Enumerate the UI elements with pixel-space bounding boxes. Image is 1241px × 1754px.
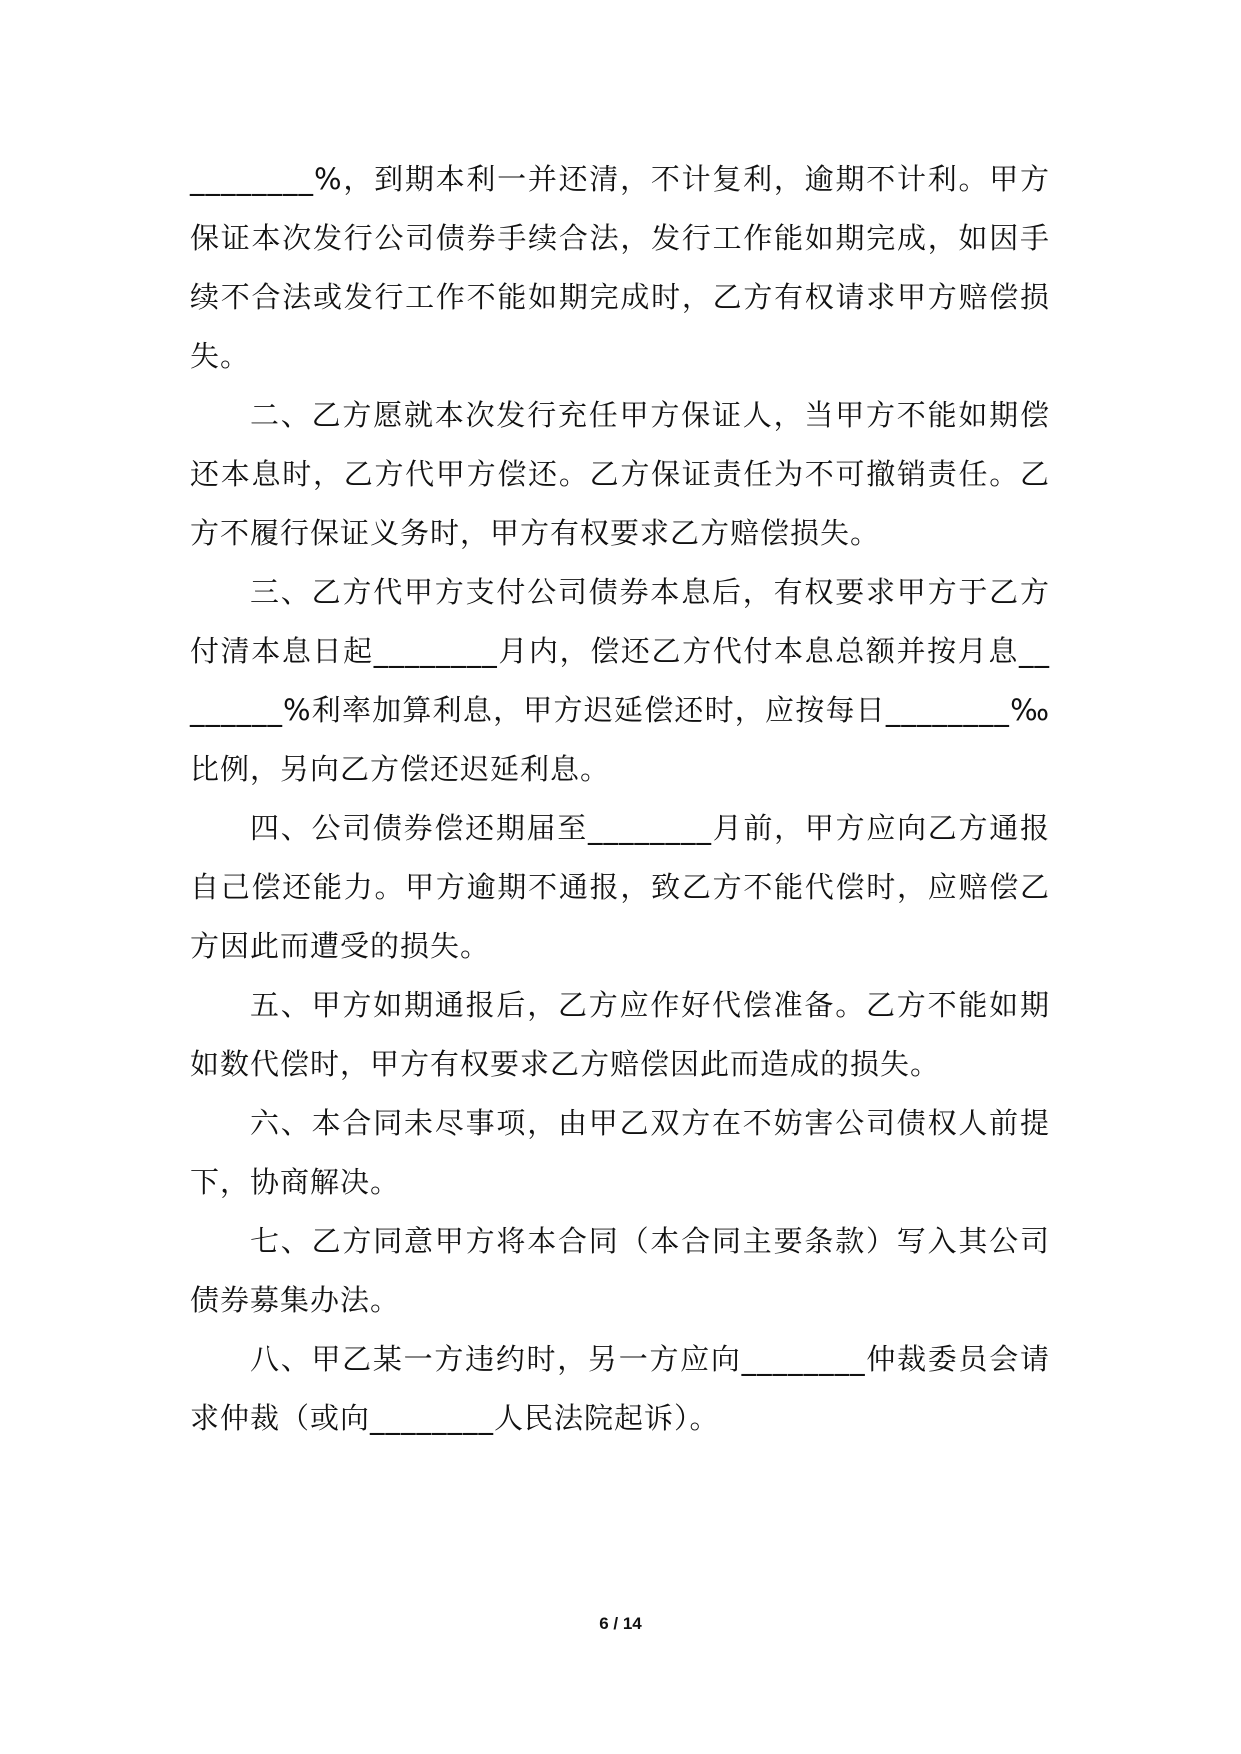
paragraph-clause-7: 七、乙方同意甲方将本合同（本合同主要条款）写入其公司债券募集办法。 — [190, 1224, 1050, 1317]
document-body — [190, 150, 1050, 1448]
paragraph-clause-3: 三、乙方代甲方支付公司债券本息后，有权要求甲方于乙方付清本息日起________月内，偿还乙方代付本息总额并按月息________%利率加算利息，甲方迟延偿还时，应按每日________‰比例，另向乙方偿还迟延利息。 — [190, 575, 1050, 786]
paragraph-clause-2: 二、乙方愿就本次发行充任甲方保证人，当甲方不能如期偿还本息时，乙方代甲方偿还。乙方保证责任为不可撤销责任。乙方不履行保证义务时，甲方有权要求乙方赔偿损失。 — [190, 398, 1050, 550]
paragraph-clause-5: 五、甲方如期通报后，乙方应作好代偿准备。乙方不能如期如数代偿时，甲方有权要求乙方赔偿因此而造成的损失。 — [190, 988, 1050, 1081]
paragraph-continuation: ________%，到期本利一并还清，不计复利，逾期不计利。甲方保证本次发行公司债券手续合法，发行工作能如期完成，如因手续不合法或发行工作不能如期完成时，乙方有权请求甲方赔偿损失。 — [190, 162, 1050, 373]
paragraph-clause-6: 六、本合同未尽事项，由甲乙双方在不妨害公司债权人前提下，协商解决。 — [190, 1106, 1050, 1199]
paragraph-clause-8: 八、甲乙某一方违约时，另一方应向________仲裁委员会请求仲裁（或向________人民法院起诉）。 — [190, 1342, 1050, 1435]
page-number: 6 / 14 — [599, 1614, 642, 1633]
paragraph-clause-4: 四、公司债券偿还期届至________月前，甲方应向乙方通报自己偿还能力。甲方逾期不通报，致乙方不能代偿时，应赔偿乙方因此而遭受的损失。 — [190, 811, 1050, 963]
